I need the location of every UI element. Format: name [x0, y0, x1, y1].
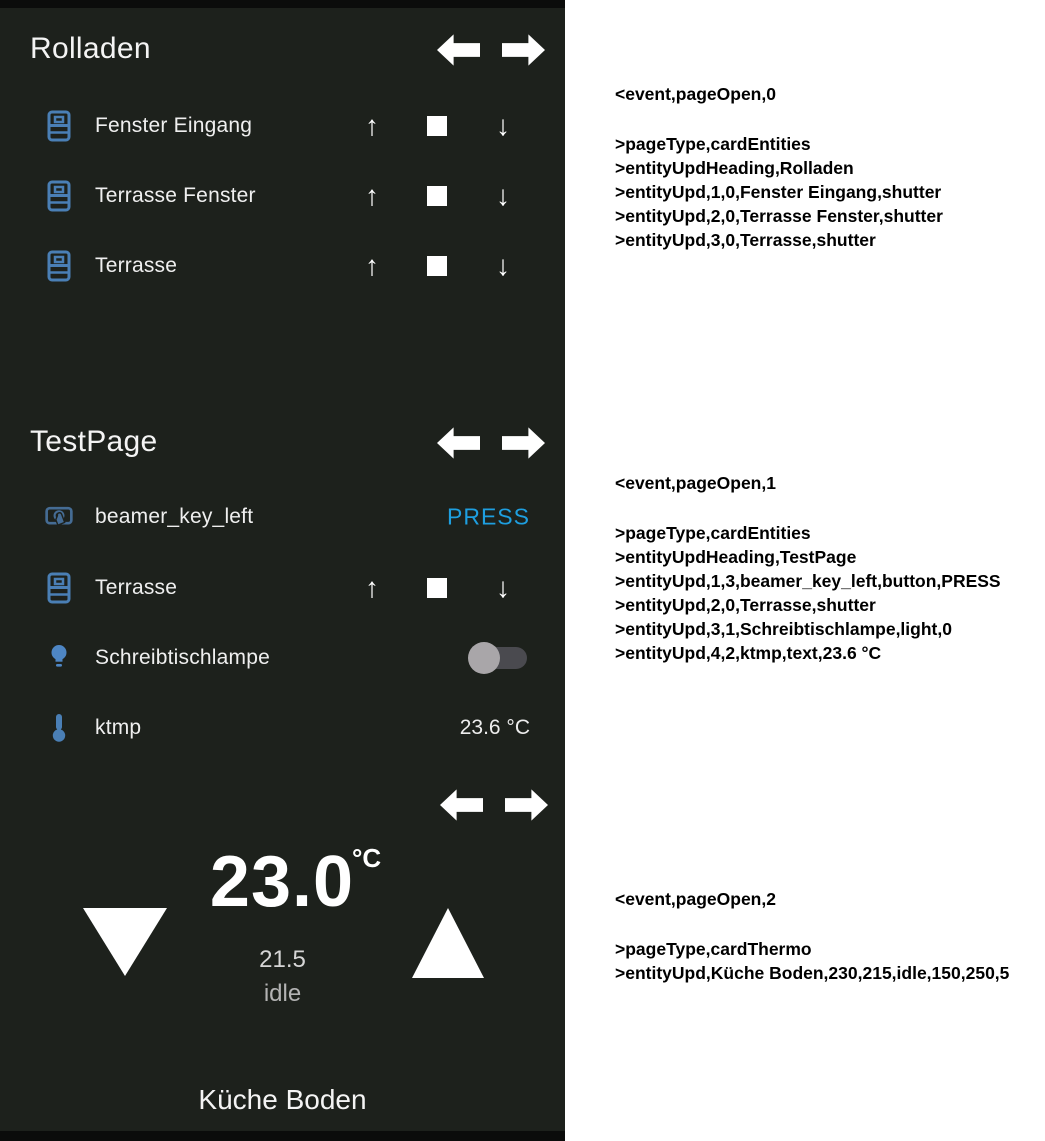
thermometer-icon [44, 710, 74, 746]
press-button[interactable]: PRESS [447, 503, 530, 530]
log-line: >entityUpdHeading,TestPage [615, 547, 857, 567]
shutter-up-button[interactable]: ↑ [365, 110, 379, 141]
entity-row-terrasse [0, 244, 565, 288]
log-line: >entityUpd,3,1,Schreibtischlampe,light,0 [615, 619, 952, 639]
window-shutter-icon [44, 570, 74, 606]
hvac-state: idle [263, 980, 302, 1007]
log-block-page2 [615, 887, 1009, 985]
log-line: >entityUpd,1,3,beamer_key_left,button,PRESS [615, 571, 1001, 591]
sensor-value: 23.6 °C [459, 716, 530, 739]
shutter-down-button[interactable]: ↓ [496, 110, 510, 141]
stop-square-icon [427, 256, 447, 276]
lightbulb-icon [44, 640, 74, 676]
log-line: >entityUpd,2,0,Terrasse Fenster,shutter [615, 206, 943, 226]
arrow-left-icon [437, 427, 480, 458]
stop-square-icon [427, 186, 447, 206]
shutter-stop-button[interactable] [419, 104, 455, 148]
page-title: Rolladen [30, 32, 151, 65]
log-line: >entityUpd,2,0,Terrasse,shutter [615, 595, 876, 615]
entity-label: Terrasse Fenster [95, 184, 256, 207]
shutter-down-button[interactable]: ↓ [496, 572, 510, 603]
window-shutter-icon [44, 178, 74, 214]
window-shutter-icon [44, 248, 74, 284]
log-line: >entityUpdHeading,Rolladen [615, 158, 854, 178]
entity-row-ktmp [0, 706, 565, 750]
arrow-left-icon [440, 789, 483, 820]
entity-row-terrasse-2 [0, 566, 565, 610]
nav-prev-button[interactable] [437, 424, 480, 462]
log-block-page0 [615, 82, 943, 252]
stop-square-icon [427, 578, 447, 598]
entity-label: beamer_key_left [95, 505, 254, 528]
entity-row-schreibtischlampe [0, 636, 565, 680]
entity-label: Terrasse [95, 576, 178, 599]
shutter-stop-button[interactable] [419, 566, 455, 610]
toggle-knob [468, 642, 500, 674]
arrow-right-icon [502, 427, 545, 458]
entity-label: Terrasse [95, 254, 178, 277]
shutter-stop-button[interactable] [419, 244, 455, 288]
page-title: TestPage [30, 425, 158, 458]
nav-next-button[interactable] [505, 786, 548, 824]
stop-square-icon [427, 116, 447, 136]
arrow-left-icon [437, 34, 480, 65]
log-line: >entityUpd,Küche Boden,230,215,idle,150,250,5 [615, 963, 1010, 983]
arrow-right-icon [505, 789, 548, 820]
entity-label: Schreibtischlampe [95, 646, 270, 669]
log-line: >pageType,cardThermo [615, 939, 812, 959]
nav-prev-button[interactable] [437, 31, 480, 69]
shutter-down-button[interactable]: ↓ [496, 250, 510, 281]
panel-bottom-bezel [0, 1131, 565, 1141]
shutter-up-button[interactable]: ↑ [365, 180, 379, 211]
shutter-up-button[interactable]: ↑ [365, 250, 379, 281]
log-event-line: <event,pageOpen,1 [615, 473, 776, 493]
log-line: >entityUpd,1,0,Fenster Eingang,shutter [615, 182, 942, 202]
entity-label: ktmp [95, 716, 142, 739]
log-line: >entityUpd,3,0,Terrasse,shutter [615, 230, 876, 250]
log-line: >pageType,cardEntities [615, 134, 811, 154]
shutter-up-button[interactable]: ↑ [365, 572, 379, 603]
entity-label: Fenster Eingang [95, 114, 253, 137]
window-shutter-icon [44, 108, 74, 144]
entity-row-fenster-eingang [0, 104, 565, 148]
shutter-stop-button[interactable] [419, 174, 455, 218]
shutter-down-button[interactable]: ↓ [496, 180, 510, 211]
log-event-line: <event,pageOpen,0 [615, 84, 776, 104]
panel-top-bezel [0, 0, 565, 8]
nav-next-button[interactable] [502, 31, 545, 69]
log-line: >entityUpd,4,2,ktmp,text,23.6 °C [615, 643, 882, 663]
nav-next-button[interactable] [502, 424, 545, 462]
entity-row-beamer-key-left [0, 495, 565, 539]
log-block-page1 [615, 471, 1001, 665]
arrow-right-icon [502, 34, 545, 65]
light-toggle[interactable] [468, 642, 527, 674]
setpoint-temperature: 21.5 [259, 946, 306, 973]
current-temperature: 23.0 [209, 842, 355, 922]
log-event-line: <event,pageOpen,2 [615, 889, 776, 909]
gesture-tap-button-icon [44, 499, 74, 535]
log-line: >pageType,cardEntities [615, 523, 811, 543]
thermostat-title: Küche Boden [198, 1084, 367, 1115]
temperature-unit: °C [352, 843, 382, 873]
nav-prev-button[interactable] [440, 786, 483, 824]
entity-row-terrasse-fenster [0, 174, 565, 218]
